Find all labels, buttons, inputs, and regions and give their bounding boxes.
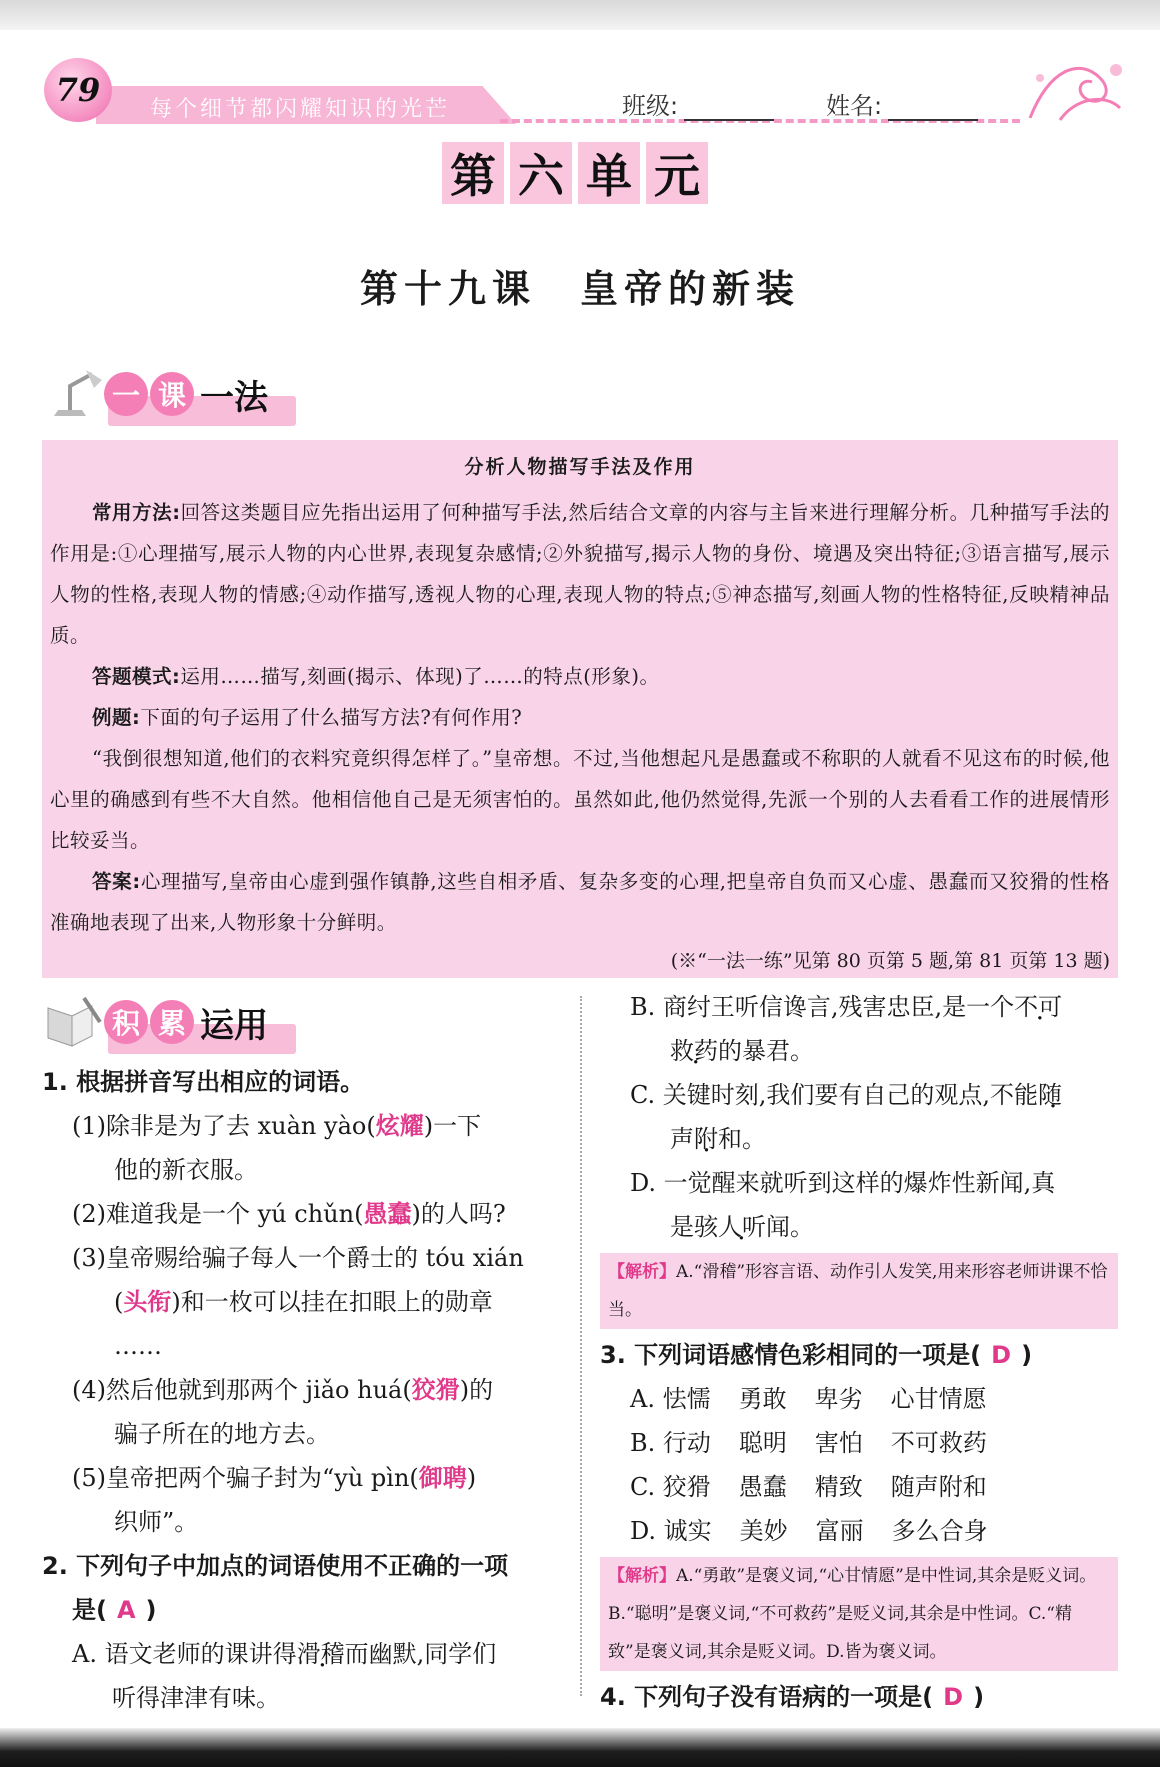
q3-option-row: [600, 1509, 1118, 1553]
answer-mode-para: [50, 656, 1110, 697]
opt-word: 富丽: [815, 1517, 864, 1545]
page-number: 79: [55, 71, 101, 109]
bottom-band: [0, 1728, 1160, 1767]
name-field: [826, 86, 978, 121]
section-title-rest: 运用: [200, 1005, 268, 1046]
opt-word: 聪明: [738, 1429, 787, 1457]
para-label: 例题:: [92, 706, 141, 729]
unit-title-char: 六: [510, 142, 572, 204]
opt-text: A. 语文老师的课讲得: [72, 1640, 297, 1668]
option-b: [600, 985, 1118, 1073]
analysis-tag: 【解析】: [608, 1262, 676, 1282]
left-column: [42, 1060, 562, 1720]
question-3: [600, 1333, 1118, 1377]
dotted-word: 随: [1038, 1081, 1063, 1109]
section-bubble: 积: [104, 1000, 148, 1044]
item-text: (5)皇帝把两个骗子封为“yù pìn(: [72, 1464, 419, 1492]
answer[interactable]: D: [991, 1341, 1012, 1369]
q-text: ): [973, 1683, 985, 1711]
method-box: [42, 440, 1118, 978]
opt-text: 是: [670, 1213, 694, 1241]
opt-word: 精致: [814, 1473, 863, 1501]
option-a: [42, 1632, 562, 1720]
item-cont: ……: [114, 1332, 162, 1360]
para-label: 答题模式:: [92, 665, 181, 688]
column-divider: [580, 996, 582, 1696]
section-bubble: 一: [104, 372, 148, 416]
q-text: 4. 下列句子没有语病的一项是(: [600, 1683, 934, 1711]
item-text: (1)除非是为了去 xuàn yào(: [72, 1112, 376, 1140]
section-title-rest: 一法: [200, 377, 268, 418]
page-number-badge: [44, 58, 112, 122]
para-text: 心理描写,皇帝由心虚到强作镇静,这些自相矛盾、复杂多变的心理,把皇帝自负而又心虚、愚蠢而又狡猾的性格准确地表现了出来,人物形象十分鲜明。: [50, 870, 1110, 934]
opt-text: C. 关键时刻,我们要有自己的观点,不能: [630, 1081, 1039, 1109]
opt-word: 不可救药: [890, 1429, 987, 1457]
q1-item: [42, 1368, 562, 1456]
opt-text: 的暴君。: [718, 1037, 814, 1065]
item-cont: 织师”。: [114, 1508, 199, 1536]
item-cont: 他的新衣服。: [114, 1156, 258, 1184]
q-text: 是(: [72, 1596, 107, 1624]
question-4: [600, 1675, 1118, 1719]
q-text: ): [145, 1596, 157, 1624]
section-header-practice: [42, 994, 268, 1050]
opt-text: 。: [742, 1125, 766, 1153]
class-blank[interactable]: [684, 97, 774, 121]
q3-option-row: [600, 1465, 1118, 1509]
top-band: [0, 0, 1160, 30]
item-text: (4)然后他就到那两个 jiǎo huá(: [72, 1376, 412, 1404]
opt-text: 。: [790, 1213, 814, 1241]
analysis-text: A.“勇敢”是褒义词,“心甘情愿”是中性词,其余是贬义词。B.“聪明”是褒义词,“不可救药”是贬义词,其余是中性词。C.“精致”是褒义词,其余是贬义词。D.皆为褒义词。: [608, 1566, 1097, 1662]
opt-word: A. 怯懦: [630, 1385, 711, 1413]
flourish-ornament-icon: [1020, 48, 1130, 128]
class-field: [622, 86, 774, 121]
q1-item: [42, 1456, 562, 1544]
answer[interactable]: 炫耀: [375, 1112, 424, 1140]
option-d: [600, 1161, 1118, 1249]
item-cont: 骗子所在的地方去。: [114, 1420, 330, 1448]
q1-item: (3)皇帝赐给骗子每人一个爵士的 tóu xián (头衔)和一枚可以挂在扣眼上的勋章 ……: [42, 1236, 562, 1368]
opt-word: 随声附和: [890, 1473, 987, 1501]
example-para: [50, 697, 1110, 738]
answer-para: [50, 861, 1110, 943]
dotted-word: 救药: [670, 1037, 718, 1065]
opt-word: 心甘情愿: [890, 1385, 987, 1413]
question-2-cont: [42, 1588, 562, 1632]
opt-cont: 听得津津有味。: [112, 1684, 280, 1712]
dotted-word: 骇人听闻: [694, 1213, 790, 1241]
book-pen-icon: [42, 994, 104, 1050]
section-header-method: [42, 366, 268, 422]
item-text: )的: [459, 1376, 494, 1404]
method-para: [50, 492, 1110, 656]
desk-lamp-icon: [42, 366, 104, 422]
slogan-text: 每个细节都闪耀知识的光芒: [150, 97, 451, 122]
item-text: )一下: [423, 1112, 482, 1140]
opt-text: 而幽默,同学们: [344, 1640, 497, 1668]
answer[interactable]: 狡猾: [411, 1376, 460, 1404]
opt-text: B. 商纣王听信谗言,残害忠臣,是一个: [630, 993, 1015, 1021]
para-label: 答案:: [92, 870, 141, 893]
answer[interactable]: 御聘: [418, 1464, 467, 1492]
q3-option-row: [600, 1421, 1118, 1465]
analysis-1: [600, 1253, 1118, 1329]
dotted-word: 滑稽: [296, 1640, 345, 1668]
q3-option-row: [600, 1377, 1118, 1421]
name-label: 姓名:: [826, 92, 883, 120]
opt-text: D. 一觉醒来就听到这样的爆炸性新闻,真: [630, 1169, 1056, 1197]
opt-word: B. 行动: [630, 1429, 711, 1457]
answer[interactable]: D: [943, 1683, 964, 1711]
para-text: 下面的句子运用了什么描写方法?有何作用?: [140, 706, 523, 729]
analysis-text: A.“滑稽”形容言语、动作引人发笑,用来形容老师讲课不恰当。: [608, 1262, 1108, 1320]
practice-note: (※“一法一练”见第 80 页第 5 题,第 81 页第 13 题): [670, 950, 1110, 972]
item-text: )的人吗?: [411, 1200, 506, 1228]
item-text: (2)难道我是一个 yú chǔn(: [72, 1200, 364, 1228]
section-bubble: 累: [150, 1000, 194, 1044]
question-2: 2. 下列句子中加点的词语使用不正确的一项: [42, 1552, 509, 1580]
item-text: ): [466, 1464, 477, 1492]
opt-word: C. 狡猾: [630, 1473, 711, 1501]
analysis-tag: 【解析】: [608, 1566, 676, 1586]
q-text: 3. 下列词语感情色彩相同的一项是(: [600, 1341, 982, 1369]
unit-title: [442, 142, 708, 204]
answer[interactable]: A: [116, 1596, 136, 1624]
option-c: [600, 1073, 1118, 1161]
analysis-2: [600, 1557, 1118, 1671]
opt-word: 愚蠢: [738, 1473, 787, 1501]
opt-word: D. 诚实: [630, 1517, 712, 1545]
lesson-title: 第十九课 皇帝的新装: [359, 266, 800, 311]
opt-word: 害怕: [814, 1429, 863, 1457]
para-label: 常用方法:: [92, 501, 181, 524]
class-label: 班级:: [622, 92, 679, 120]
opt-word: 勇敢: [738, 1385, 787, 1413]
item-text: )和一枚可以挂在扣眼上的勋章: [171, 1288, 493, 1316]
method-title: 分析人物描写手法及作用: [464, 456, 696, 478]
opt-word: 卑劣: [814, 1385, 863, 1413]
answer[interactable]: 头衔: [123, 1288, 172, 1316]
right-column: [600, 985, 1118, 1719]
para-text: 运用……描写,刻画(揭示、体现)了……的特点(形象)。: [180, 665, 660, 688]
opt-word: 美妙: [739, 1517, 788, 1545]
item-text: (3)皇帝赐给骗子每人一个爵士的 tóu xián: [72, 1244, 524, 1272]
answer[interactable]: 愚蠢: [363, 1200, 412, 1228]
name-blank[interactable]: [888, 97, 978, 121]
question-1: 1. 根据拼音写出相应的词语。: [42, 1068, 365, 1096]
section-bubble: 课: [150, 372, 194, 416]
para-text: 回答这类题目应先指出运用了何种描写手法,然后结合文章的内容与主旨来进行理解分析。几种描写手法的作用是:①心理描写,展示人物的内心世界,表现复杂感情;②外貌描写,揭示人物的身份、境遇及突出特征;③语言描写,展示人物的性格,表现人物的情感;④动作描写,透视人物的心理,表现人物的特点;⑤神态描写,刻画人物的性格特征,反映精神品质。: [50, 501, 1110, 647]
q-text: ): [1021, 1341, 1033, 1369]
opt-word: 多么合身: [891, 1517, 988, 1545]
example-quote: “我倒很想知道,他们的衣料究竟织得怎样了。”皇帝想。不过,当他想起凡是愚蠢或不称职的人就看不见这布的时候,他心里的确感到有些不大自然。他相信他自己是无须害怕的。虽然如此,他仍然觉得,先派一个别的人去看看工作的进展情形比较妥当。: [50, 747, 1110, 852]
unit-title-char: 单: [578, 142, 640, 204]
q1-item: [42, 1104, 562, 1192]
unit-title-char: 第: [442, 142, 504, 204]
q1-item: [42, 1192, 562, 1236]
dotted-word: 不可: [1014, 993, 1063, 1021]
dotted-word: 声附和: [670, 1125, 742, 1153]
unit-title-char: 元: [646, 142, 708, 204]
